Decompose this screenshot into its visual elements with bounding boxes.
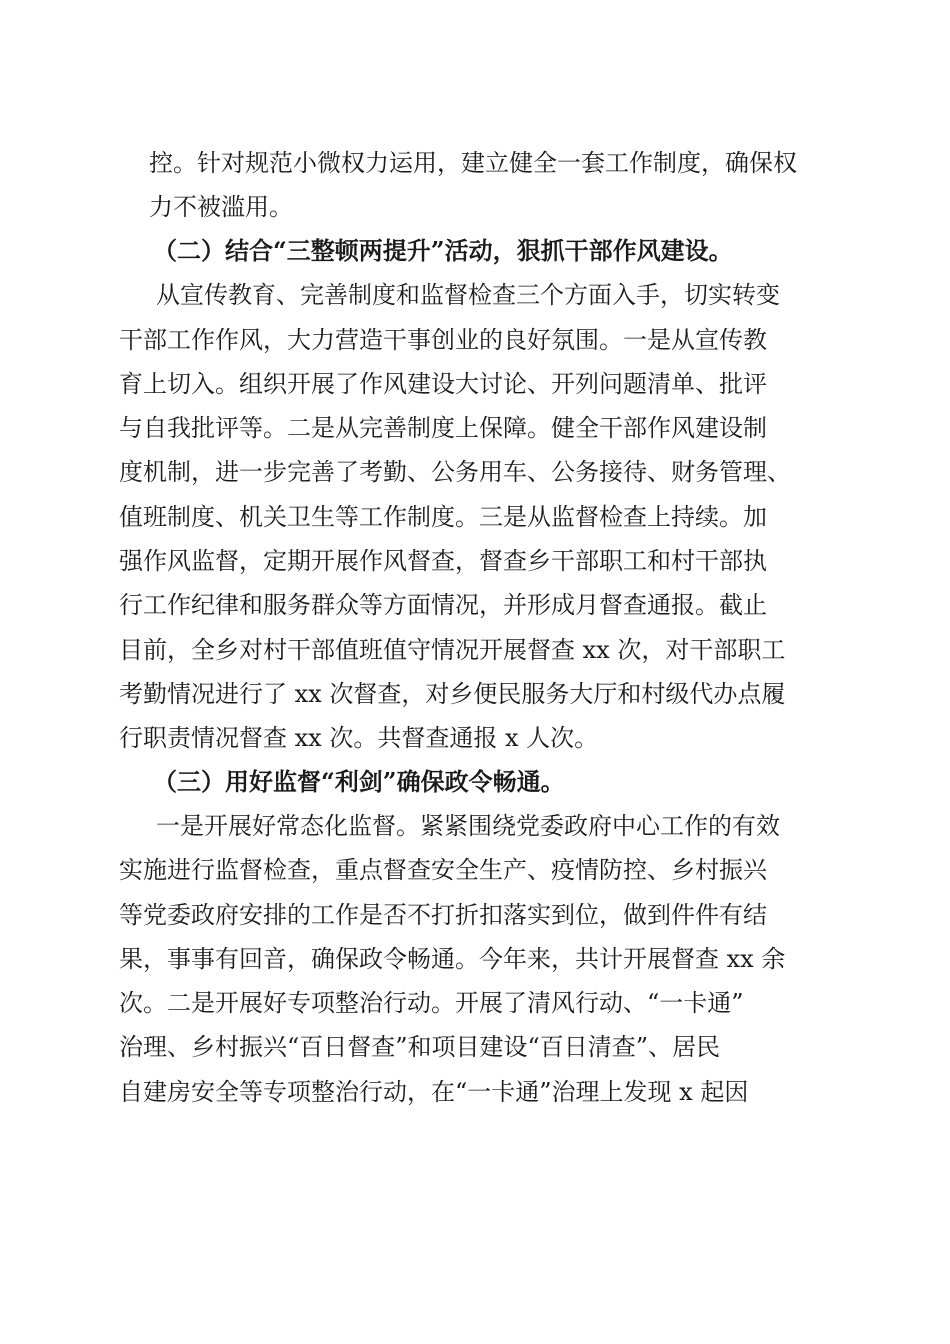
text-line: 果，事事有回音，确保政令畅通。今年来，共计开展督查 xx 余: [119, 945, 786, 973]
text-line: 强作风监督，定期开展作风督查，督查乡干部职工和村干部执: [119, 547, 767, 575]
text-line: 目前，全乡对村干部值班值守情况开展督查 xx 次，对干部职工: [119, 636, 786, 664]
text-line: 次。二是开展好专项整治行动。开展了清风行动、“一卡通”: [119, 989, 744, 1017]
text-line: 干部工作作风，大力营造干事创业的良好氛围。一是从宣传教: [119, 326, 767, 354]
text-line: 等党委政府安排的工作是否不打折扣落实到位，做到件件有结: [119, 901, 767, 929]
text-line: 力不被滥用。: [149, 193, 293, 221]
text-line: 行工作纪律和服务群众等方面情况，并形成月督查通报。截止: [119, 591, 767, 619]
text-line: 度机制，进一步完善了考勤、公务用车、公务接待、财务管理、: [119, 458, 791, 486]
text-line: 行职责情况督查 xx 次。共督查通报 x 人次。: [119, 724, 599, 752]
text-line: 一是开展好常态化监督。紧紧围绕党委政府中心工作的有效: [156, 812, 780, 840]
text-line: 与自我批评等。二是从完善制度上保障。健全干部作风建设制: [119, 414, 767, 442]
text-line: 治理、乡村振兴“百日督查”和项目建设“百日清查”、居民: [119, 1033, 721, 1061]
text-line: 考勤情况进行了 xx 次督查，对乡便民服务大厅和村级代办点履: [119, 680, 786, 708]
section-heading: （二）结合“三整顿两提升”活动，狠抓干部作风建设。: [153, 236, 733, 265]
section-heading: （三）用好监督“利剑”确保政令畅通。: [153, 767, 565, 796]
text-line: 育上切入。组织开展了作风建设大讨论、开列问题清单、批评: [119, 370, 767, 398]
text-line: 从宣传教育、完善制度和监督检查三个方面入手，切实转变: [156, 281, 780, 309]
text-line: 实施进行监督检查，重点督查安全生产、疫情防控、乡村振兴: [119, 856, 767, 884]
text-line: 自建房安全等专项整治行动，在“一卡通”治理上发现 x 起因: [119, 1078, 749, 1106]
text-line: 控。针对规范小微权力运用，建立健全一套工作制度，确保权: [149, 149, 797, 177]
text-line: 值班制度、机关卫生等工作制度。三是从监督检查上持续。加: [119, 503, 767, 531]
